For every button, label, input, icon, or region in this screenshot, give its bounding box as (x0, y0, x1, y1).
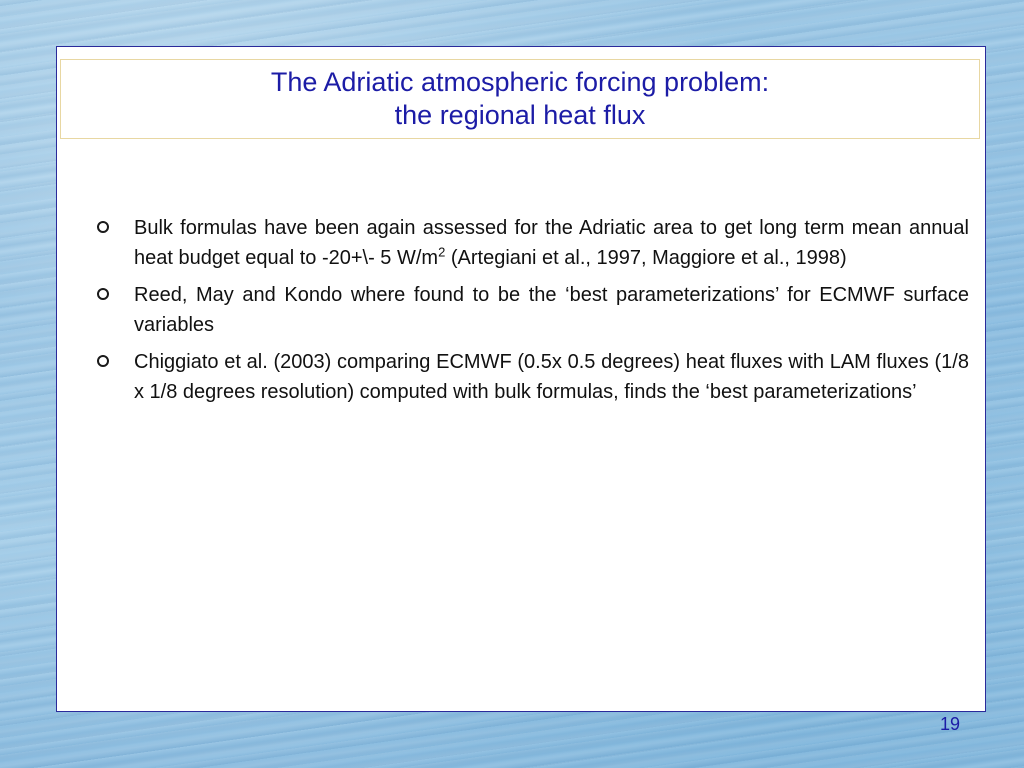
slide-title (60, 59, 980, 139)
bullet-text: Bulk formulas have been again assessed for the Adriatic area to get long term mean annual heat budget equal to -20+\- 5 W/m (134, 217, 969, 269)
hollow-circle-bullet-icon (97, 288, 109, 300)
slide-title-line-1: The Adriatic atmospheric forcing problem: (270, 67, 770, 97)
bullet-item (97, 347, 969, 407)
hollow-circle-bullet-icon (97, 221, 109, 233)
superscript-text: 2 (438, 244, 446, 260)
bullet-text: Reed, May and Kondo where found to be the ‘best parameterizations’ for ECMWF surface variables (134, 284, 969, 336)
slide-title-line-2: the regional heat flux (394, 100, 646, 130)
bullet-item (97, 280, 969, 340)
slide-panel (56, 46, 986, 712)
bullet-text: Chiggiato et al. (2003) comparing ECMWF (0.5x 0.5 degrees) heat fluxes with LAM fluxes (1/8 x 1/8 degrees resolution) computed with bulk formulas, finds the ‘best parameterizations’ (134, 351, 969, 403)
bullet-item (97, 213, 969, 273)
bullet-text-continued: (Artegiani et al., 1997, Maggiore et al., 1998) (445, 247, 847, 269)
hollow-circle-bullet-icon (97, 355, 109, 367)
page-number: 19 (939, 714, 961, 734)
bullet-list (97, 213, 969, 414)
